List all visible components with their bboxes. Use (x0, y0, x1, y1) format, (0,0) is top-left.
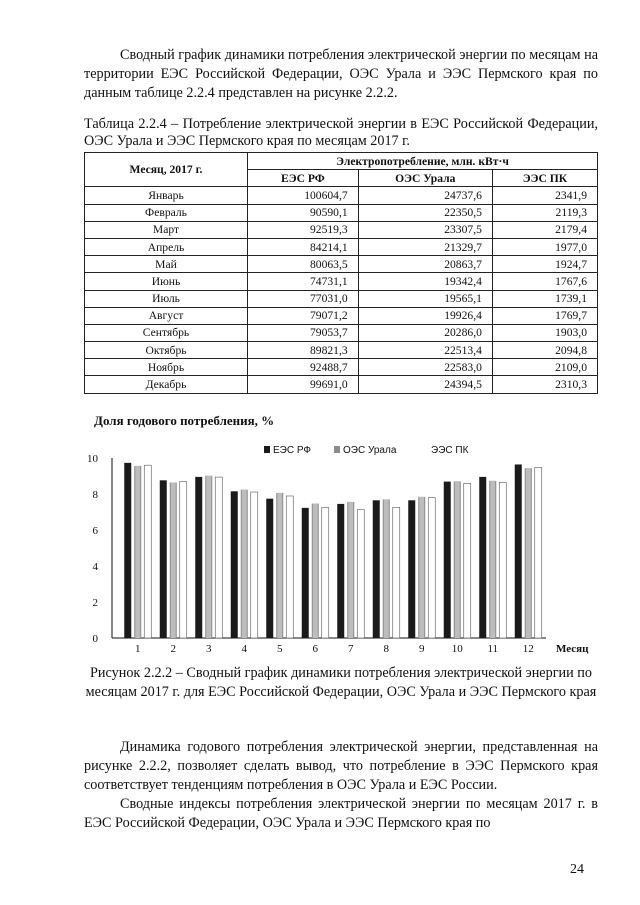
table-row (85, 256, 598, 273)
bar-ээс-пк (286, 496, 293, 638)
value-cell: 2341,9 (492, 187, 597, 204)
value-cell: 22350,5 (358, 204, 492, 221)
table-row (85, 238, 598, 255)
value-cell: 2119,3 (492, 204, 597, 221)
value-cell: 1924,7 (492, 256, 597, 273)
column-header-ees-rf: ЕЭС РФ (248, 170, 359, 187)
x-tick-label: 7 (348, 643, 354, 655)
value-cell: 79071,2 (248, 307, 359, 324)
value-cell: 77031,0 (248, 290, 359, 307)
value-cell: 92519,3 (248, 221, 359, 238)
bar-ээс-пк (464, 483, 471, 638)
value-cell: 100604,7 (248, 187, 359, 204)
bar-shade (419, 497, 424, 638)
consumption-table (84, 152, 598, 394)
value-cell: 2179,4 (492, 221, 597, 238)
value-cell: 1767,6 (492, 273, 597, 290)
x-tick-label: 9 (419, 643, 425, 655)
bar-еэс-рф (124, 463, 131, 638)
value-cell: 92488,7 (248, 359, 359, 376)
x-tick-label: 12 (522, 643, 534, 655)
x-tick-label: 10 (451, 643, 463, 655)
bar-ээс-пк (357, 510, 364, 638)
column-header-oes-urala: ОЭС Урала (358, 170, 492, 187)
bar-shade (171, 482, 176, 638)
bar-shade (242, 490, 247, 638)
bar-ээс-пк (251, 492, 258, 638)
bar-еэс-рф (266, 499, 273, 638)
legend-label: ЭЭС ПК (431, 445, 469, 456)
bar-ээс-пк (499, 482, 506, 638)
x-tick-label: 4 (241, 643, 247, 655)
table-row (85, 359, 598, 376)
value-cell: 90590,1 (248, 204, 359, 221)
month-cell: Май (85, 256, 248, 273)
month-cell: Декабрь (85, 376, 248, 393)
intro-paragraph: Сводный график динамики потребления электрической энергии по месяцам на территории ЕЭС Российской Федерации, ОЭС Урала и ЭЭС Пермского края по данным таблице 2.2.4 представлен на рисунке 2.2.2. (84, 47, 598, 101)
month-cell: Октябрь (85, 342, 248, 359)
bar-еэс-рф (302, 508, 309, 638)
y-tick-label: 8 (92, 489, 98, 501)
legend-label: ОЭС Урала (343, 445, 397, 456)
table-row (85, 342, 598, 359)
bar-shade (348, 502, 353, 638)
x-tick-label: 6 (312, 643, 318, 655)
value-cell: 2310,3 (492, 376, 597, 393)
bar-shade (455, 481, 460, 638)
y-tick-label: 4 (92, 561, 98, 573)
figure-caption: Рисунок 2.2.2 – Сводный график динамики потребления электрической энергии по месяцам 2017 г. для ЕЭС Российской Федерации, ОЭС Урала и ЭЭС Пермского края (85, 665, 597, 700)
value-cell: 2109,0 (492, 359, 597, 376)
value-cell: 19926,4 (358, 307, 492, 324)
legend-swatch (264, 446, 270, 453)
value-cell: 22513,4 (358, 342, 492, 359)
value-cell: 24394,5 (358, 376, 492, 393)
x-tick-label: 8 (383, 643, 389, 655)
month-cell: Сентябрь (85, 324, 248, 341)
value-cell: 80063,5 (248, 256, 359, 273)
value-cell: 1977,0 (492, 238, 597, 255)
bar-shade (135, 466, 140, 638)
bar-еэс-рф (195, 477, 202, 638)
page-number: 24 (570, 862, 584, 877)
value-cell: 24737,6 (358, 187, 492, 204)
table-row (85, 376, 598, 393)
bar-еэс-рф (479, 477, 486, 638)
bar-shade (313, 504, 318, 638)
bar-shade (490, 481, 495, 638)
bar-еэс-рф (231, 491, 238, 638)
bar-shade (277, 493, 282, 638)
column-header-ees-pk: ЭЭС ПК (492, 170, 597, 187)
bar-shade (384, 499, 389, 638)
bar-еэс-рф (337, 504, 344, 638)
bar-ээс-пк (215, 477, 222, 638)
y-tick-label: 0 (92, 633, 98, 645)
bar-еэс-рф (444, 482, 451, 638)
y-tick-label: 2 (92, 597, 98, 609)
y-tick-label: 10 (87, 453, 98, 465)
legend-label: ЕЭС РФ (273, 445, 312, 456)
table-row (85, 187, 598, 204)
value-cell: 1739,1 (492, 290, 597, 307)
bar-ээс-пк (535, 468, 542, 638)
legend-swatch (334, 446, 340, 453)
value-cell: 19565,1 (358, 290, 492, 307)
value-cell: 1903,0 (492, 324, 597, 341)
bar-ээс-пк (428, 498, 435, 638)
table-row (85, 290, 598, 307)
month-header: Месяц, 2017 г. (85, 153, 248, 187)
value-cell: 1769,7 (492, 307, 597, 324)
bar-ээс-пк (180, 482, 187, 638)
month-cell: Апрель (85, 238, 248, 255)
x-tick-label: 2 (170, 643, 176, 655)
chart-title: Доля годового потребления, % (94, 413, 275, 428)
x-tick-label: 11 (487, 643, 499, 655)
table-body (85, 187, 598, 393)
bar-shade (526, 468, 531, 638)
x-axis-label: Месяц (556, 643, 589, 655)
month-cell: Февраль (85, 204, 248, 221)
value-cell: 20286,0 (358, 324, 492, 341)
legend-swatch (422, 446, 428, 453)
conclusion-paragraph: Динамика годового потребления электрической энергии, представленная на рисунке 2.2.2, позволяет сделать вывод, что потребление в ЭЭС Пермского края соответствует тенденциям потребления в ОЭС Урала и ЕЭС России. (84, 739, 598, 793)
x-tick-label: 5 (277, 643, 283, 655)
group-header: Электропотребление, млн. кВт·ч (248, 153, 598, 170)
value-cell: 23307,5 (358, 221, 492, 238)
month-cell: Июль (85, 290, 248, 307)
table-row (85, 273, 598, 290)
value-cell: 99691,0 (248, 376, 359, 393)
value-cell: 21329,7 (358, 238, 492, 255)
bar-ээс-пк (144, 465, 151, 638)
bar-shade (206, 476, 211, 638)
table-row (85, 204, 598, 221)
month-cell: Январь (85, 187, 248, 204)
value-cell: 74731,1 (248, 273, 359, 290)
monthly-share-chart (84, 440, 604, 660)
month-cell: Ноябрь (85, 359, 248, 376)
value-cell: 22583,0 (358, 359, 492, 376)
month-cell: Март (85, 221, 248, 238)
bar-еэс-рф (408, 500, 415, 638)
x-tick-label: 3 (206, 643, 212, 655)
bar-еэс-рф (373, 500, 380, 638)
bar-еэс-рф (160, 480, 167, 638)
month-cell: Август (85, 307, 248, 324)
bar-ээс-пк (393, 507, 400, 638)
y-tick-label: 6 (92, 525, 98, 537)
value-cell: 20863,7 (358, 256, 492, 273)
value-cell: 2094,8 (492, 342, 597, 359)
value-cell: 79053,7 (248, 324, 359, 341)
table-row (85, 324, 598, 341)
x-tick-label: 1 (135, 643, 141, 655)
table-row (85, 307, 598, 324)
month-cell: Июнь (85, 273, 248, 290)
value-cell: 19342,4 (358, 273, 492, 290)
bar-еэс-рф (515, 464, 522, 638)
table-row (85, 221, 598, 238)
table-caption: Таблица 2.2.4 – Потребление электрической энергии в ЕЭС Российской Федерации, ОЭС Урала и ЭЭС Пермского края по месяцам 2017 г. (84, 116, 598, 149)
bar-ээс-пк (322, 508, 329, 639)
value-cell: 84214,1 (248, 238, 359, 255)
value-cell: 89821,3 (248, 342, 359, 359)
closing-paragraph: Сводные индексы потребления электрической энергии по месяцам 2017 г. в ЕЭС Российской Федерации, ОЭС Урала и ЭЭС Пермского края по (84, 796, 598, 831)
